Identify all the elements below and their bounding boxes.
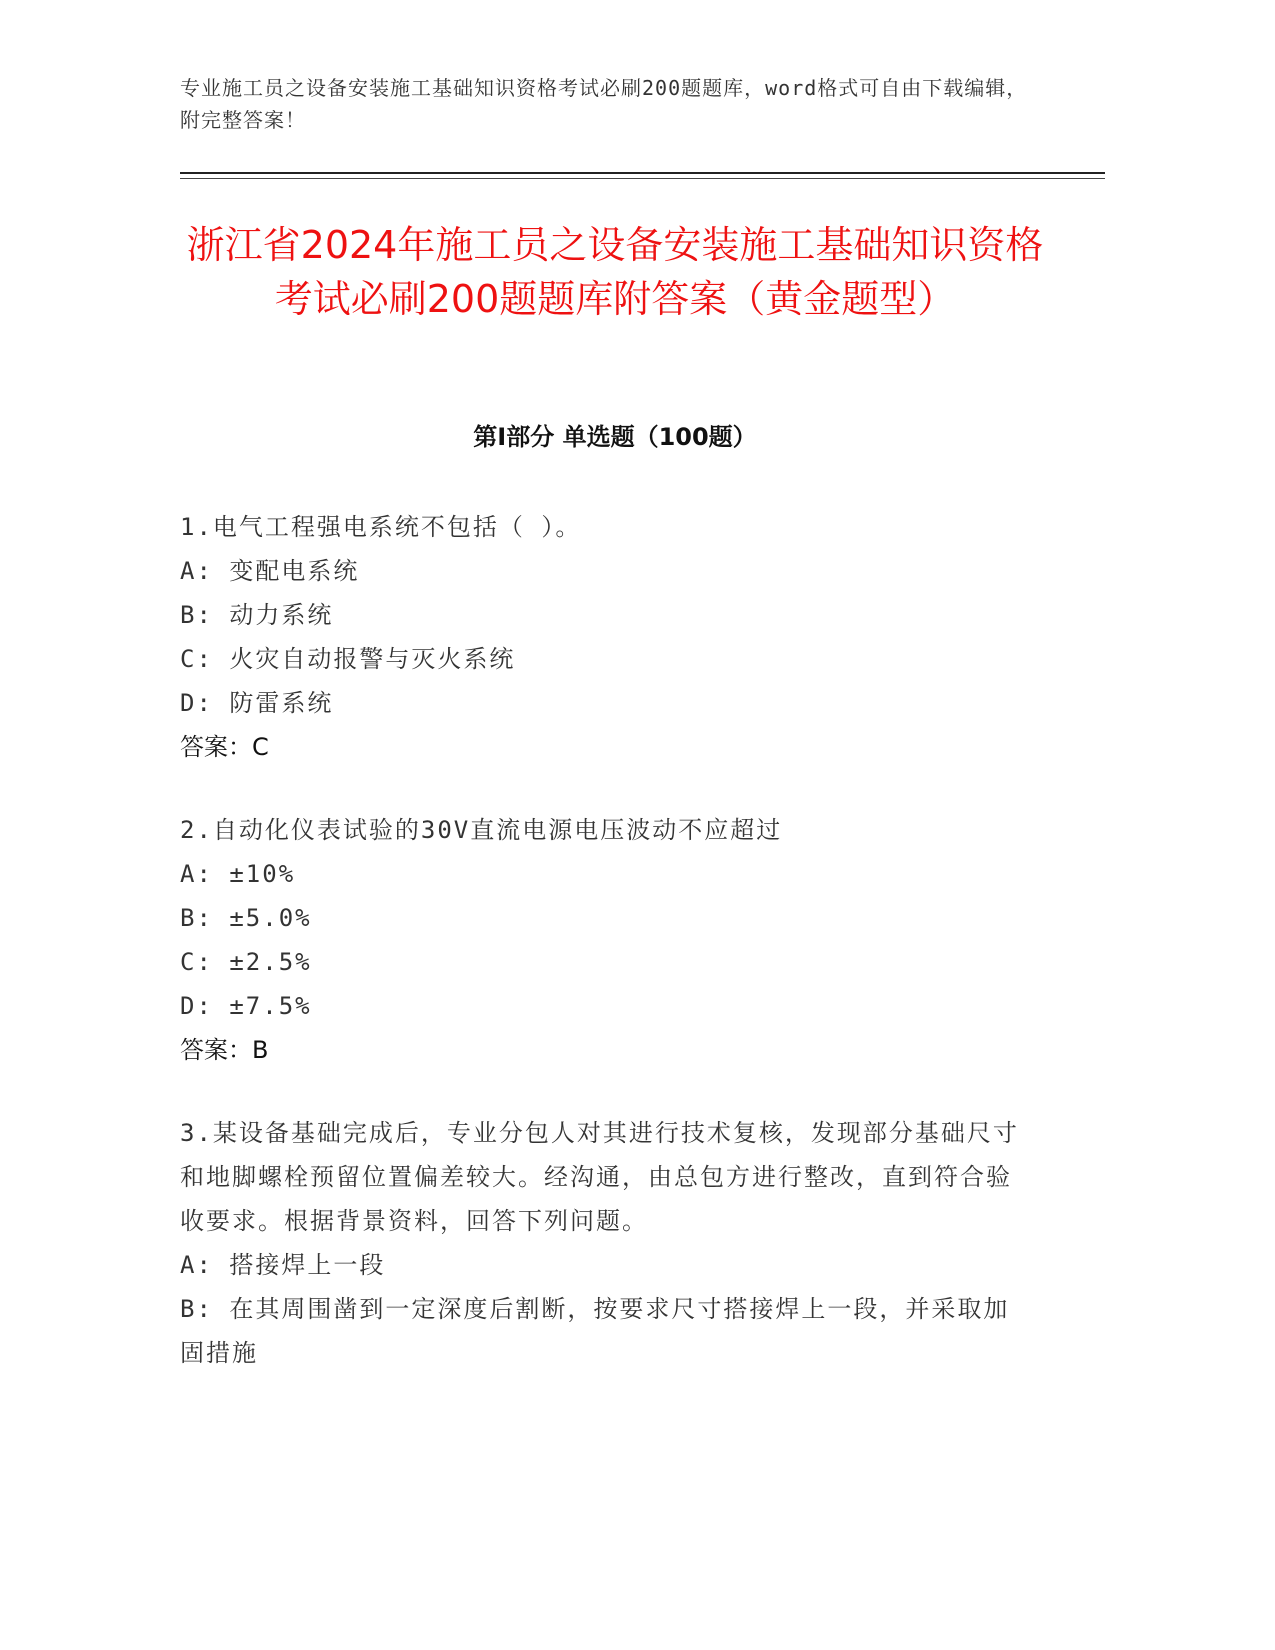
section-heading: 第Ⅰ部分 单选题（100题） [473,423,757,451]
header-divider-thick [180,172,1105,174]
option-a: A: 变配电系统 [180,557,360,585]
option-b: B: ±5.0% [180,904,312,932]
option-a: A: ±10% [180,860,296,888]
question-2 [180,808,1030,1072]
question-stem: 2.自动化仪表试验的30V直流电源电压波动不应超过 [180,816,783,844]
option-d: D: 防雷系统 [180,689,334,717]
question-list [180,505,1030,1414]
header-divider-thin [180,178,1105,179]
option-c: C: 火灾自动报警与灭火系统 [180,645,516,673]
option-b: B: 在其周围凿到一定深度后割断，按要求尺寸搭接焊上一段，并采取加固措施 [180,1295,1010,1367]
question-1 [180,505,1030,769]
option-c: C: ±2.5% [180,948,312,976]
option-d: D: ±7.5% [180,992,312,1020]
header-note: 专业施工员之设备安装施工基础知识资格考试必刷200题题库，word格式可自由下载编辑，附完整答案！ [180,76,1028,132]
option-a: A: 搭接焊上一段 [180,1251,386,1279]
option-b: B: 动力系统 [180,601,334,629]
question-3 [180,1111,1030,1375]
document-title: 浙江省2024年施工员之设备安装施工基础知识资格考试必刷200题题库附答案（黄金题型） [186,223,1044,321]
question-stem: 1.电气工程强电系统不包括（ ）。 [180,513,582,541]
answer-label: 答案：B [180,1036,269,1064]
answer-label: 答案：C [180,733,269,761]
question-stem: 3.某设备基础完成后，专业分包人对其进行技术复核，发现部分基础尺寸和地脚螺栓预留位置偏差较大。经沟通，由总包方进行整改，直到符合验收要求。根据背景资料，回答下列问题。 [180,1119,1019,1235]
